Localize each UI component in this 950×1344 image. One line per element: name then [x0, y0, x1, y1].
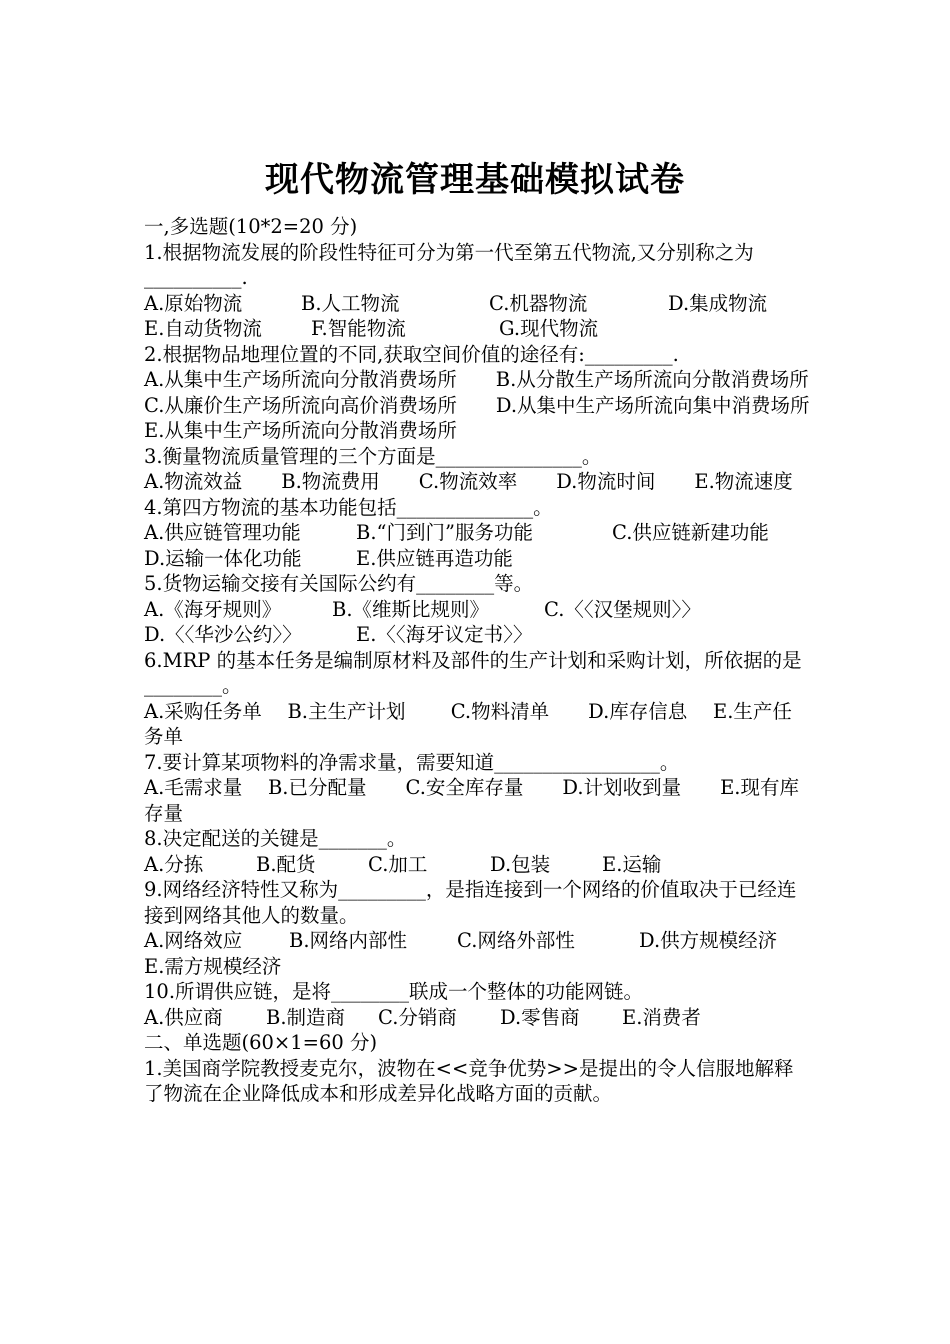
option: E.需方规模经济: [144, 954, 282, 978]
options-line: A.毛需求量 B.已分配量 C.安全库存量 D.计划收到量 E.现有库存量: [144, 776, 800, 825]
option: B.制造商: [266, 1005, 346, 1029]
option: E.〈〈海牙议定书〉〉: [356, 623, 533, 646]
option: A.从集中生产场所流向分散消费场所 B.从分散生产场所流向分散消费场所: [144, 368, 809, 391]
question-stem: 10.所谓供应链，是将________联成一个整体的功能网链。: [144, 980, 644, 1003]
option: A.网络效应: [144, 929, 243, 952]
option: D.包装: [490, 852, 551, 876]
question-stem: 4.第四方物流的基本功能包括______________。: [144, 495, 553, 519]
question-stem: 8.决定配送的关键是_______。: [144, 827, 407, 850]
option: A.供应商: [144, 1005, 223, 1029]
question-stem: 1.美国商学院教授麦克尔，波物在<<竞争优势>>是提出的令人信服地解释了物流在企业降低成本和形成差异化战略方面的贡献。: [144, 1056, 794, 1105]
option: C.机器物流: [489, 291, 588, 315]
option: C.加工: [368, 852, 428, 876]
options-row: [144, 928, 810, 954]
option: C.从廉价生产场所流向高价消费场所 D.从集中生产场所流向集中消费场所: [144, 393, 810, 417]
option: E.消费者: [622, 1005, 701, 1029]
option: B.“门到门”服务功能: [356, 521, 533, 544]
section-heading: 二、单选题(60×1=60 分): [144, 1031, 378, 1054]
question-stem: 1.根据物流发展的阶段性特征可分为第一代至第五代物流,又分别称之为__________.: [144, 240, 754, 289]
option: C.〈〈汉堡规则〉〉: [544, 597, 701, 621]
option: E.从集中生产场所流向分散消费场所: [144, 419, 457, 442]
options-line: A.采购任务单 B.主生产计划 C.物料清单 D.库存信息 E.生产任务单: [144, 699, 792, 748]
option: D.供方规模经济: [639, 929, 778, 952]
option: D.运输一体化功能: [144, 546, 302, 570]
option: C.分销商: [378, 1005, 457, 1029]
option: E.自动货物流: [144, 317, 262, 340]
question-stem: 6.MRP 的基本任务是编制原材料及部件的生产计划和采购计划，所依据的是________。: [144, 648, 802, 697]
question-stem: 3.衡量物流质量管理的三个方面是_______________。: [144, 444, 602, 468]
option: F.智能物流: [311, 317, 406, 340]
options-row: [144, 622, 810, 648]
option: D.〈〈华沙公约〉〉: [144, 623, 302, 646]
exam-title: 现代物流管理基础模拟试卷: [265, 160, 685, 200]
option: B.人工物流: [301, 291, 400, 315]
option: G.现代物流: [499, 317, 599, 340]
option: C.供应链新建功能: [612, 521, 769, 544]
option: B.网络内部性: [289, 929, 408, 952]
options-line: A.物流效益 B.物流费用 C.物流效率 D.物流时间 E.物流速度: [144, 470, 793, 493]
options-row: [144, 597, 810, 623]
options-row: [144, 316, 810, 342]
option: B.配货: [256, 852, 316, 876]
option: B.《维斯比规则》: [332, 597, 490, 621]
section-heading: 一,多选题(10*2=20 分): [144, 215, 358, 238]
option: C.网络外部性: [457, 929, 575, 952]
question-stem: 2.根据物品地理位置的不同,获取空间价值的途径有:_________.: [144, 342, 679, 366]
option: E.运输: [602, 852, 662, 876]
option: D.零售商: [500, 1005, 580, 1029]
options-row: [144, 954, 810, 980]
option: A.分拣: [144, 852, 204, 876]
option: E.供应链再造功能: [356, 546, 513, 570]
options-row: [144, 1005, 810, 1031]
question-stem: 9.网络经济特性又称为_________，是指连接到一个网络的价值取决于已经连接到网络其他人的数量。: [144, 878, 797, 927]
question-stem: 5.货物运输交接有关国际公约有________等。: [144, 572, 534, 595]
option: D.集成物流: [668, 291, 768, 315]
question-stem: 7.要计算某项物料的净需求量，需要知道_________________。: [144, 750, 680, 774]
options-row: [144, 546, 810, 572]
option: A.《海牙规则》: [144, 597, 282, 621]
options-row: [144, 291, 810, 317]
options-row: [144, 520, 810, 546]
options-row: [144, 852, 810, 878]
option: A.原始物流: [144, 291, 243, 315]
option: A.供应链管理功能: [144, 521, 301, 544]
exam-content: [144, 214, 810, 1107]
